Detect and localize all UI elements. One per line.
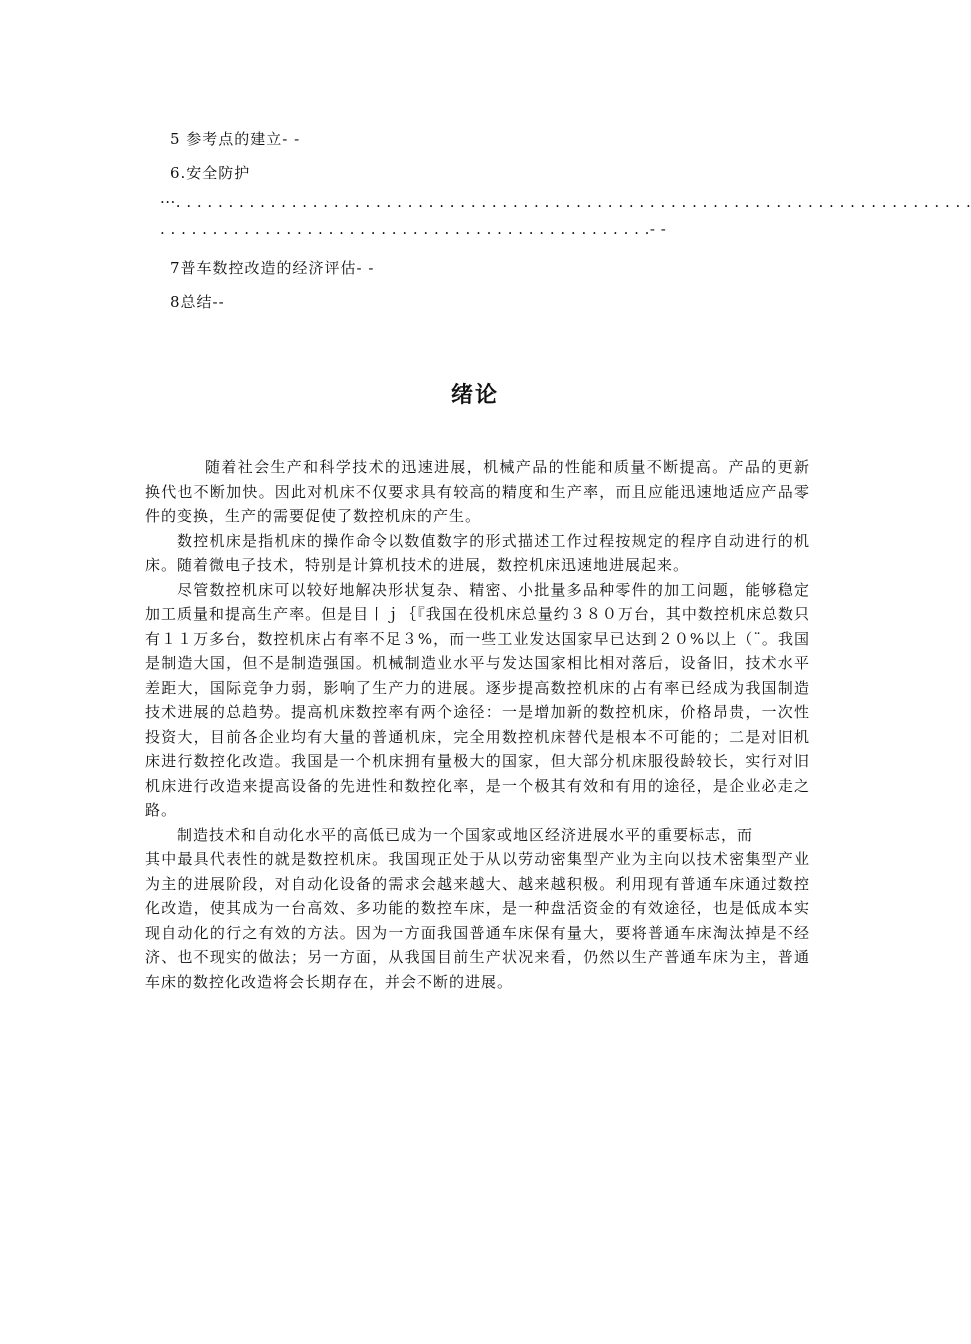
- body-text: [145, 455, 810, 994]
- toc-item-7: 7普车数控改造的经济评估- -: [170, 259, 375, 277]
- paragraph-1: 随着社会生产和科学技术的迅速进展，机械产品的性能和质量不断提高。产品的更新换代也不断加快。因此对机床不仅要求具有较高的精度和生产率，而且应能迅速地适应产品零件的变换，生产的需要促使了数控机床的产生。: [145, 458, 810, 525]
- toc-item-8: 8总结--: [170, 293, 225, 311]
- paragraph-4-first-line: 制造技术和自动化水平的高低已成为一个国家或地区经济进展水平的重要标志，而: [177, 825, 754, 844]
- toc-item-5: 5 参考点的建立- -: [170, 130, 301, 148]
- section-heading: 绪论: [450, 382, 499, 408]
- paragraph-4-rest: 其中最具代表性的就是数控机床。我国现正处于从以劳动密集型产业为主向以技术密集型产业为主的进展阶段，对自动化设备的需求会越来越大、越来越积极。利用现有普通车床通过数控化改造，使其成为一台高效、多功能的数控车床，是一种盘活资金的有效途径，也是低成本实现自动化的行之有效的方法。因为一方面我国普通车床保有量大，要将普通车床淘汰掉是不经济、也不现实的做法；另一方面，从我国目前生产状况来看，仍然以生产普通车床为主，普通车床的数控化改造将会长期存在，并会不断的进展。: [145, 850, 810, 991]
- toc-dot-leader-1: ···. . . . . . . . . . . . . . . . . . . . . . . . . . . . . . . . . . . . . . . . . . . . . . . . . . . . . . . . . . . . . . . . . . . . . . . . . . . .: [160, 193, 971, 211]
- toc-item-6: 6.安全防护: [170, 164, 251, 182]
- paragraph-3: 尽管数控机床可以较好地解决形状复杂、精密、小批量多品种零件的加工问题，能够稳定加工质量和提高生产率。但是目丨ｊ｛『我国在役机床总量约３８０万台，其中数控机床总数只有１１万多台，数控机床占有率不足３%，而一些工业发达国家早已达到２０%以上（¨。我国是制造大国，但不是制造强国。机械制造业水平与发达国家相比相对落后，设备旧，技术水平差距大，国际竞争力弱，影响了生产力的进展。逐步提高数控机床的占有率已经成为我国制造技术进展的总趋势。提高机床数控率有两个途径：一是增加新的数控机床，价格昂贵，一次性投资大，目前各企业均有大量的普通机床，完全用数控机床替代是根本不可能的；二是对旧机床进行数控化改造。我国是一个机床拥有量极大的国家，但大部分机床服役龄较长，实行对旧机床进行改造来提高设备的先进性和数控化率，是一个极其有效和有用的途径，是企业必走之路。: [145, 580, 810, 819]
- toc-dot-leader-2: . . . . . . . . . . . . . . . . . . . . . . . . . . . . . . . . . . . . . . . . . . . . . . .- -: [160, 220, 667, 238]
- paragraph-2: 数控机床是指机床的操作命令以数值数字的形式描述工作过程按规定的程序自动进行的机床。随着微电子技术，特别是计算机技术的进展，数控机床迅速地进展起来。: [145, 531, 810, 574]
